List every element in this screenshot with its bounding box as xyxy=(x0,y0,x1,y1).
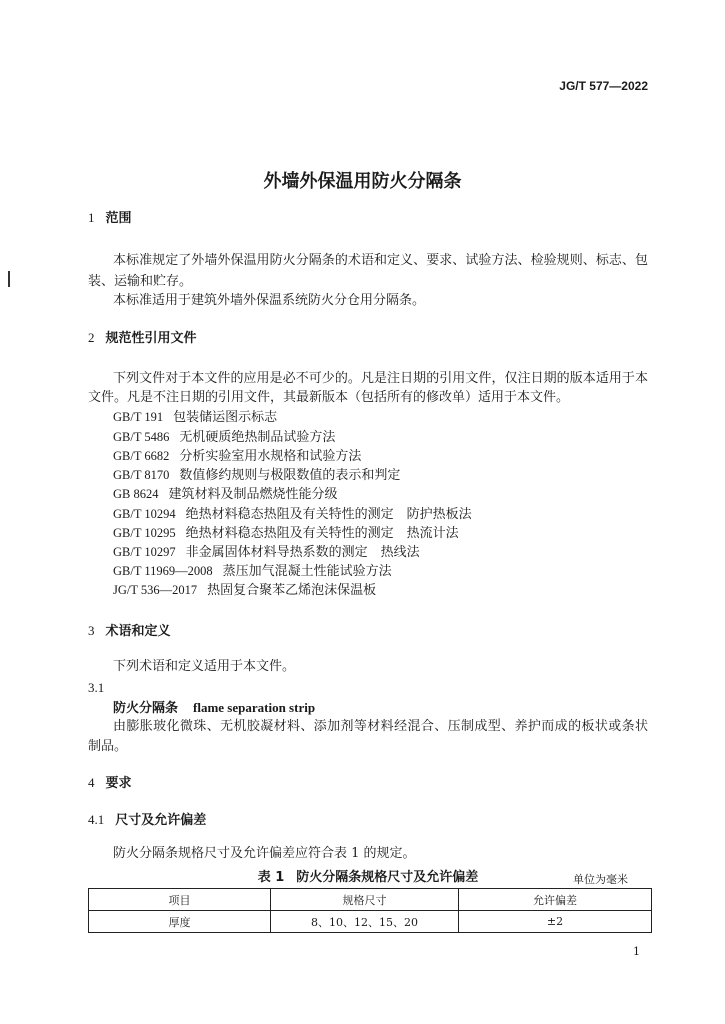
reference-item xyxy=(113,447,361,466)
reference-code: GB/T 191 xyxy=(113,410,164,424)
scope-paragraph-line-1: 本标准规定了外墙外保温用防火分隔条的术语和定义、要求、试验方法、检验规则、标志、包 xyxy=(113,253,648,268)
scan-artifact-mark xyxy=(8,271,10,287)
subsection-4-1-heading xyxy=(88,811,206,830)
term-name-line xyxy=(113,699,315,718)
reference-title: 非金属固体材料导热系数的测定 热线法 xyxy=(185,545,420,560)
reference-code: GB/T 8170 xyxy=(113,468,170,482)
term-name-en: flame separation strip xyxy=(193,700,316,715)
table-header-cell: 允许偏差 xyxy=(459,889,652,911)
table-cell: 厚度 xyxy=(89,911,271,933)
table-cell: ±2 xyxy=(459,911,652,933)
scope-paragraph-line-2: 装、运输和贮存。 xyxy=(88,274,193,289)
term-definition-line-2: 制品。 xyxy=(88,739,128,754)
subsection-title: 尺寸及允许偏差 xyxy=(115,813,207,828)
subsection-4-1-text: 防火分隔条规格尺寸及允许偏差应符合表 1 的规定。 xyxy=(113,846,416,861)
reference-title: 无机硬质绝热制品试验方法 xyxy=(179,430,336,445)
references-intro-line-2: 文件。凡是不注日期的引用文件，其最新版本（包括所有的修改单）适用于本文件。 xyxy=(88,390,570,405)
reference-title: 包装储运图示标志 xyxy=(173,410,278,425)
section-title: 规范性引用文件 xyxy=(105,331,197,346)
reference-title: 分析实验室用水规格和试验方法 xyxy=(179,449,362,464)
reference-title: 建筑材料及制品燃烧性能分级 xyxy=(168,487,338,502)
document-title: 外墙外保温用防火分隔条 xyxy=(263,171,462,192)
reference-code: GB/T 5486 xyxy=(113,430,170,444)
section-number: 4 xyxy=(88,775,95,790)
reference-code: GB/T 10295 xyxy=(113,526,176,540)
table-title: 防火分隔条规格尺寸及允许偏差 xyxy=(296,870,479,885)
table-header-row xyxy=(89,889,652,911)
section-title: 要求 xyxy=(105,776,132,791)
reference-title: 绝热材料稳态热阻及有关特性的测定 防护热板法 xyxy=(185,507,472,522)
section-number: 2 xyxy=(88,330,95,345)
reference-title: 绝热材料稳态热阻及有关特性的测定 热流计法 xyxy=(185,526,459,541)
reference-code: JG/T 536—2017 xyxy=(113,583,198,597)
reference-item xyxy=(113,562,392,581)
section-1-heading xyxy=(88,209,132,228)
reference-item xyxy=(113,408,277,427)
scope-paragraph-2: 本标准适用于建筑外墙外保温系统防火分仓用分隔条。 xyxy=(113,293,426,308)
standard-code-header: JG/T 577—2022 xyxy=(559,79,648,93)
dimension-tolerance-table xyxy=(88,888,652,933)
reference-title: 热固复合聚苯乙烯泡沫保温板 xyxy=(207,583,377,598)
terms-intro: 下列术语和定义适用于本文件。 xyxy=(113,659,296,674)
reference-item xyxy=(113,524,459,543)
reference-code: GB/T 6682 xyxy=(113,449,170,463)
reference-code: GB/T 10297 xyxy=(113,545,176,559)
table-caption xyxy=(88,869,648,887)
section-3-heading xyxy=(88,622,171,641)
term-definition-line-1: 由膨胀玻化微珠、无机胶凝材料、添加剂等材料经混合、压制成型、养护而成的板状或条状 xyxy=(113,719,648,734)
reference-item xyxy=(113,485,338,504)
reference-title: 数值修约规则与极限数值的表示和判定 xyxy=(179,468,401,483)
section-number: 1 xyxy=(88,210,95,225)
table-cell: 8、10、12、15、20 xyxy=(271,911,459,933)
page-number: 1 xyxy=(633,945,640,958)
section-title: 范围 xyxy=(105,211,132,226)
table-label: 表 1 xyxy=(257,870,285,885)
section-number: 3 xyxy=(88,623,95,638)
reference-item xyxy=(113,505,472,524)
section-4-heading xyxy=(88,774,132,793)
table-header-cell: 项目 xyxy=(89,889,271,911)
reference-item xyxy=(113,543,420,562)
table-header-cell: 规格尺寸 xyxy=(271,889,459,911)
section-title: 术语和定义 xyxy=(105,624,171,639)
term-name-zh: 防火分隔条 xyxy=(113,701,179,716)
references-intro-line-1: 下列文件对于本文件的应用是必不可少的。凡是注日期的引用文件，仅注日期的版本适用于本 xyxy=(113,371,648,386)
table-row xyxy=(89,911,652,933)
subsection-number: 4.1 xyxy=(88,812,105,827)
section-2-heading xyxy=(88,329,197,348)
term-number: 3.1 xyxy=(88,680,105,695)
reference-item xyxy=(113,581,376,600)
reference-item xyxy=(113,466,400,485)
reference-item xyxy=(113,428,335,447)
reference-title: 蒸压加气混凝土性能试验方法 xyxy=(222,564,392,579)
table-unit-note: 单位为毫米 xyxy=(573,873,628,886)
reference-code: GB 8624 xyxy=(113,487,159,501)
reference-code: GB/T 11969—2008 xyxy=(113,564,213,578)
reference-code: GB/T 10294 xyxy=(113,507,176,521)
